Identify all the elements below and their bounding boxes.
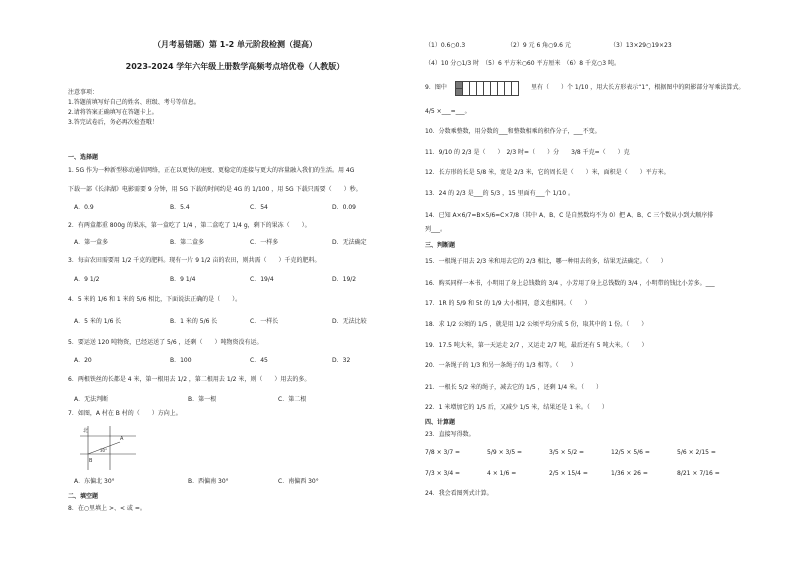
q4-text: 4．5 米的 1/6 和 1 米的 5/6 相比，下面说法正确的是（ ）。 — [68, 296, 242, 303]
q8-line-2: （4）10 分○1/3 时 （5）6 平方米○60 平方厘米 （6）8 千克○3 吨。 — [425, 60, 620, 67]
bar-cell — [511, 81, 519, 96]
q2-option-d[interactable]: D．无法确定 — [332, 239, 367, 246]
q5-option-d[interactable]: D．32 — [332, 357, 351, 364]
notes-item-1: 1.答题前填写好自己的姓名、班级、考号等信息。 — [68, 99, 200, 106]
q2-option-c[interactable]: C．一样多 — [250, 239, 279, 246]
title-line-2: 2023-2024 学年六年级上册数学高频考点培优卷（人教版） — [125, 62, 345, 71]
q13-text: 13．24 的 2/3 是___的 5/3 ，15 里面有___个 1/10 。 — [425, 190, 574, 197]
q5-text: 5．要运送 120 吨物资，已经运送了 5/6 ，还剩（ ）吨物资没有运。 — [68, 339, 263, 346]
q16-text: 16．购买同样一本书，小明用了身上总钱数的 3/4 ，小芳用了身上总钱数的 3/4 ，小明带的钱比小芳多。___ — [425, 280, 715, 287]
q8-item-3: （3）13×29○19×23 — [610, 42, 672, 49]
calc-item: 12/5 × 5/6 = — [611, 449, 650, 456]
q3-text: 3．每亩农田需要用 1/2 千克的肥料。现有一片 9 1/2 亩的农田，则共需（ ）千克的肥料。 — [68, 257, 321, 264]
q2-option-b[interactable]: B．第二盒多 — [170, 239, 205, 246]
calc-item: 1/36 × 26 = — [611, 470, 648, 477]
q1-line-2: 下载一部《长津湖》电影需要 9 分钟，用 5G 下载的时间约是 4G 的 1/100 ，用 5G 下载只需要（ ）秒。 — [68, 186, 362, 193]
q1-option-a[interactable]: A．0.9 — [74, 204, 94, 211]
q7-text: 7．如图，A 村在 B 村的（ ）方向上。 — [68, 410, 182, 417]
calc-item: 3/5 × 5/2 = — [549, 449, 585, 456]
q1-option-c[interactable]: C．54 — [250, 204, 268, 211]
notes-heading: 注意事项： — [68, 89, 99, 96]
notes-item-2: 2.请将答案正确填写在答题卡上。 — [68, 109, 158, 116]
section-4-heading: 四、计算题 — [425, 419, 456, 426]
north-label: 北 — [83, 428, 89, 434]
calc-item: 7/3 × 3/4 = — [425, 470, 461, 477]
q5-option-a[interactable]: A．20 — [74, 357, 92, 364]
section-2-heading: 二、填空题 — [68, 493, 99, 500]
q1-option-b[interactable]: B．5.4 — [170, 204, 190, 211]
direction-diagram — [80, 424, 140, 472]
section-1-heading: 一、选择题 — [68, 154, 99, 161]
calc-item: 4 × 1/6 = — [487, 470, 517, 477]
q7-option-b[interactable]: B．西偏南 30° — [188, 478, 229, 485]
q6-text: 6．两根铁丝的长都是 4 米，第一根用去 1/2 ，第二根用去 1/2 米，则（ ）用去的多。 — [68, 376, 311, 383]
q8-text: 8．在○里填上 >、< 或 =。 — [68, 505, 146, 512]
q1-line-1: 1. 5G 作为一种新型移动通信网络，正在以更快的速度、更稳定的连接与更大的容量融入我们的生活。用 4G — [68, 167, 355, 174]
q4-option-d[interactable]: D．无法比较 — [332, 318, 367, 325]
q9-text-a: 9．图中 — [425, 84, 447, 91]
q11-text: 11．9/10 的 2/3 是（ ） 2/3 时=（ ）分 3/8 千克=（ ）克 — [425, 149, 630, 156]
q6-option-a[interactable]: A．无法判断 — [74, 396, 109, 403]
q3-option-a[interactable]: A．9 1/2 — [74, 276, 100, 283]
q9-bar-model — [455, 81, 525, 95]
q22-text: 22．1 米增加它的 1/5 后，又减少 1/5 米，结果还是 1 米。（ ） — [425, 404, 608, 411]
calc-item: 2/5 × 15/4 = — [549, 470, 588, 477]
calc-item: 7/8 × 3/7 = — [425, 449, 461, 456]
point-a-label: A — [120, 436, 124, 442]
q3-option-d[interactable]: D．19/2 — [332, 276, 357, 283]
q24-text: 24．我会看图列式计算。 — [425, 490, 493, 497]
calc-item: 8/21 × 7/16 = — [677, 470, 720, 477]
notes-item-3: 3.答完试卷后，务必再次检查哦！ — [68, 119, 158, 126]
q9-text-b: 里有（ ）个 1/10 ，用大长方形表示“1”，根据图中的阴影部分写乘法算式。 — [531, 84, 745, 91]
q15-text: 15．一根绳子用去 2/3 米和用去它的 2/3 相比，哪一种用去的多，结果无法确定。（ ） — [425, 258, 667, 265]
point-b-label: B — [89, 458, 93, 464]
q14-line-1: 14．已知 A×6/7=B×5/6=C×7/8（其中 A、B、C 是自然数均不为 0）把 A、B、C 三个数从小到大顺序排 — [425, 212, 714, 219]
q12-text: 12．长方形的长是 5/8 米，宽是 2/3 米，它的周长是（ ）米，面积是（ ）平方米。 — [425, 169, 670, 176]
calc-item: 5/6 × 2/15 = — [677, 449, 716, 456]
title-line-1: （月考易错题）第 1-2 单元阶段检测（提高） — [152, 40, 318, 49]
q1-option-d[interactable]: D．0.09 — [332, 204, 356, 211]
q6-option-c[interactable]: C．第二根 — [278, 396, 307, 403]
q19-text: 19．17.5 吨大米，第一天运走 2/7 ，又运走 2/7 吨，最后还有 5 吨大米。（ ） — [425, 342, 648, 349]
q3-option-b[interactable]: B．9 1/4 — [170, 276, 196, 283]
q2-option-a[interactable]: A．第一盒多 — [74, 239, 109, 246]
q6-option-b[interactable]: B．第一根 — [188, 396, 217, 403]
q17-text: 17．1R 的 5/9 和 5t 的 1/9 大小相同，意义也相同。（ ） — [425, 300, 591, 307]
q18-text: 18．求 1/2 公顷的 1/5 ，就是用 1/2 公顷平均分成 5 份，取其中的 1 份。（ ） — [425, 321, 648, 328]
q7-option-c[interactable]: C．南偏西 30° — [278, 478, 319, 485]
angle-label: 30° — [100, 448, 108, 453]
q8-item-2: （2）9 元 6 角○9.6 元 — [507, 42, 571, 49]
q7-option-a[interactable]: A．东偏北 30° — [74, 478, 115, 485]
q4-option-b[interactable]: B．1 米的 5/6 长 — [170, 318, 218, 325]
q14-line-2: 列___。 — [425, 226, 447, 233]
q2-text: 2．有两盒都重 800g 的果冻，第一盒吃了 1/4 ，第二盒吃了 1/4 g，剩下的果冻（ ）。 — [68, 222, 311, 229]
q8-item-1: （1）0.6○0.3 — [425, 42, 466, 49]
calc-item: 5/9 × 3/5 = — [487, 449, 523, 456]
q3-option-c[interactable]: C．19/4 — [250, 276, 274, 283]
q9-text-c: 4/5 ×___=___。 — [425, 108, 471, 115]
q4-option-c[interactable]: C．一样长 — [250, 318, 279, 325]
q21-text: 21．一根长 5/2 米的绳子，减去它的 1/5 ，还剩 1/4 米。（ ） — [425, 384, 603, 391]
q5-option-c[interactable]: C．45 — [250, 357, 268, 364]
q23-text: 23．直接写得数。 — [425, 431, 475, 438]
section-3-heading: 三、判断题 — [425, 242, 456, 249]
q10-text: 10．分数乘整数，用分数的___和整数相乘的积作分子，___不变。 — [425, 128, 601, 135]
q4-option-a[interactable]: A．5 米的 1/6 长 — [74, 318, 122, 325]
q5-option-b[interactable]: B．100 — [170, 357, 192, 364]
q20-text: 20．一条绳子的 1/3 和另一条绳子的 1/3 相等。（ ） — [425, 362, 577, 369]
